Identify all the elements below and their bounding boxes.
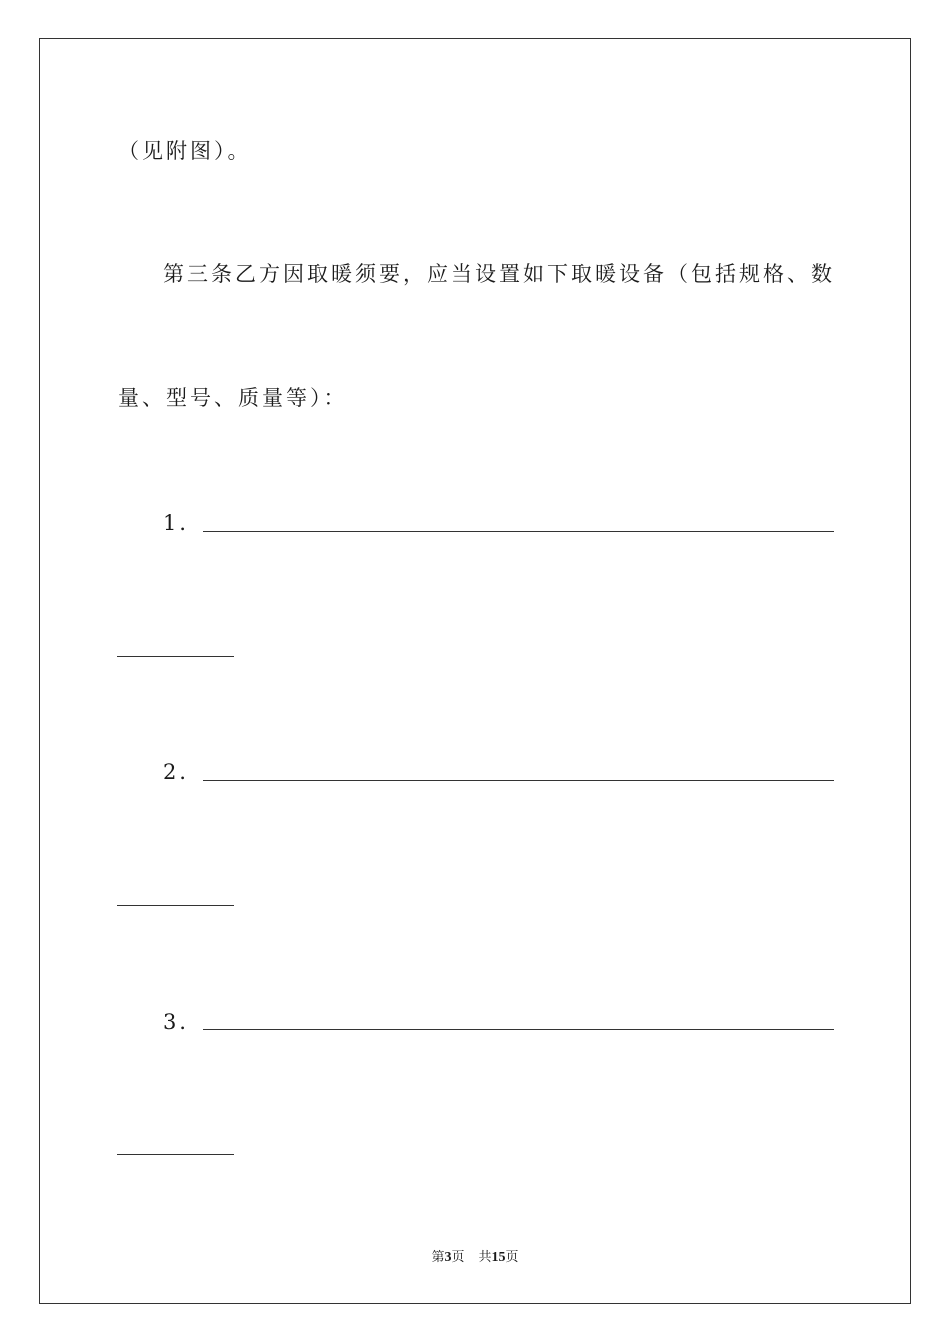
footer-total-prefix: 共	[478, 1250, 492, 1265]
footer-page-suffix: 页	[451, 1250, 465, 1265]
text-line-see-attachment: （见附图）。	[118, 139, 252, 163]
fill-in-blank-2	[203, 780, 834, 781]
footer-total-suffix: 页	[505, 1250, 519, 1265]
fill-in-blank-3	[203, 1029, 834, 1030]
text-line-specifications: 量、型号、质量等）：	[118, 386, 348, 410]
fill-in-blank-2-continuation	[117, 905, 234, 906]
current-page-number: 3	[444, 1250, 452, 1265]
fill-in-blank-1-continuation	[117, 656, 234, 657]
page-footer	[0, 1251, 950, 1265]
item-number-1: 1．	[163, 511, 204, 535]
footer-page-prefix: 第	[431, 1250, 445, 1265]
item-number-3: 3．	[163, 1010, 204, 1034]
total-page-count: 15	[491, 1250, 506, 1265]
fill-in-blank-3-continuation	[117, 1154, 234, 1155]
fill-in-blank-1	[203, 531, 834, 532]
item-number-2: 2．	[163, 760, 204, 784]
text-line-article-three: 第三条乙方因取暖须要，应当设置如下取暖设备（包括规格、数	[163, 262, 835, 286]
page-border	[39, 38, 911, 1304]
